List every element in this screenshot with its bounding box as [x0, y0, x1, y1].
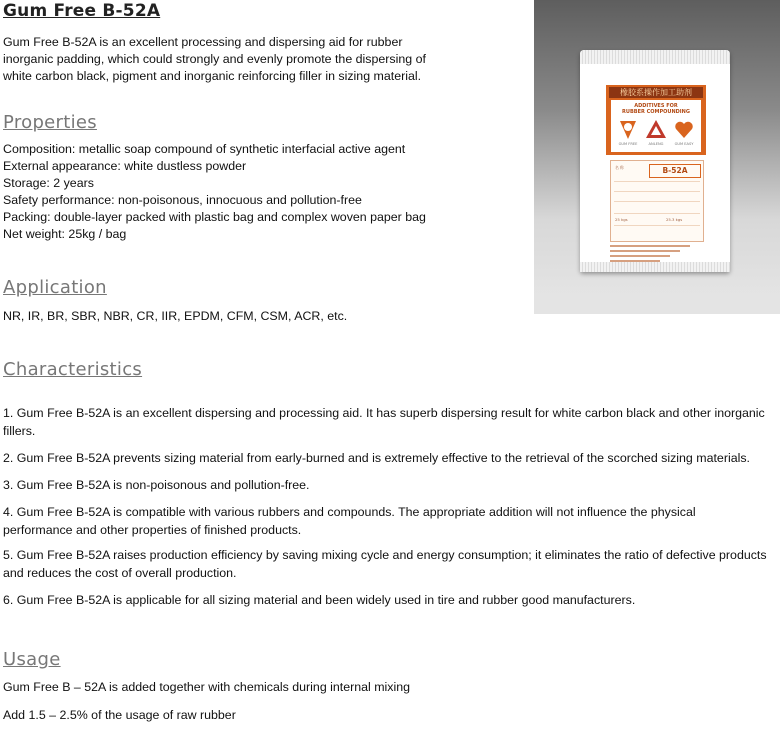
characteristic-item: 2. Gum Free B-52A prevents sizing material from early-burned and is extremely effective to the retrieval of the scorched sizing materials.	[3, 451, 750, 465]
property-item: Packing: double-layer packed with plastic bag and complex woven paper bag	[3, 210, 426, 224]
card-row	[614, 213, 700, 214]
properties-list	[3, 141, 426, 243]
emblem-caption: GUM EASY	[674, 142, 694, 146]
property-item: Storage: 2 years	[3, 176, 94, 190]
emblem-caption: ANLENG	[648, 142, 664, 146]
application-heading: Application	[3, 277, 107, 298]
page-title: Gum Free B-52A	[3, 1, 161, 21]
emblem-caption: GUM FREE	[618, 142, 638, 146]
application-text: NR, IR, BR, SBR, NBR, CR, IIR, EPDM, CFM, CSM, ACR, etc.	[3, 309, 348, 323]
characteristic-item: 6. Gum Free B-52A is applicable for all sizing material and been widely used in tire and rubber good manufacturers.	[3, 593, 636, 607]
bag-top-seal	[580, 50, 730, 64]
product-bag-image	[534, 0, 780, 314]
heart-emblem-icon	[673, 118, 695, 142]
card-row	[614, 225, 700, 226]
properties-heading: Properties	[3, 112, 97, 133]
card-row	[614, 201, 700, 202]
property-item: Safety performance: non-poisonous, innocuous and pollution-free	[3, 193, 362, 207]
bag-brand-label: B-52A	[649, 164, 701, 178]
intro-line: inorganic padding, which could strongly and evenly promote the dispersing of	[3, 52, 426, 66]
bag-label-en-2: RUBBER COMPOUNDING	[622, 109, 690, 115]
characteristic-item: 3. Gum Free B-52A is non-poisonous and pollution-free.	[3, 478, 310, 492]
card-row	[614, 191, 700, 192]
intro-line: white carbon black, pigment and inorganic reinforcing filler in sizing material.	[3, 69, 422, 83]
usage-text: Add 1.5 – 2.5% of the usage of raw rubber	[3, 708, 236, 722]
characteristic-item: 4. Gum Free B-52A is compatible with various rubbers and compounds. The appropriate addition will not influence the physical performance and other properties of finished products.	[3, 505, 696, 537]
card-small-text: 名 称	[615, 165, 624, 170]
rubber-emblem-icon	[617, 118, 639, 142]
property-item: Net weight: 25kg / bag	[3, 227, 127, 241]
characteristic-item: 5. Gum Free B-52A raises production efficiency by saving mixing cycle and energy consumption; it eliminates the ratio of defective products and reduces the cost of overall production.	[3, 548, 767, 580]
card-row	[614, 181, 700, 182]
bag-bottom-seal	[580, 262, 730, 272]
card-small-text: 25.3 kgs	[666, 217, 683, 222]
bag-badge-box	[611, 100, 701, 152]
bag-label-en-1: ADDITIVES FOR	[634, 103, 678, 109]
intro-line: Gum Free B-52A is an excellent processing and dispersing aid for rubber	[3, 35, 403, 49]
characteristics-heading: Characteristics	[3, 359, 143, 380]
bag-info-card	[610, 160, 704, 242]
bag-cn-title: 橡胶系操作加工助剂	[609, 87, 703, 98]
bag-illustration	[580, 50, 730, 272]
triangle-emblem-icon	[645, 118, 667, 142]
property-item: Composition: metallic soap compound of synthetic interfacial active agent	[3, 142, 406, 156]
card-small-text: 25 kgs	[615, 217, 628, 222]
usage-heading: Usage	[3, 649, 61, 670]
characteristic-item: 1. Gum Free B-52A is an excellent dispersing and processing aid. It has superb dispersing result for white carbon black and other inorganic fillers.	[3, 406, 765, 438]
usage-text: Gum Free B – 52A is added together with chemicals during internal mixing	[3, 680, 411, 694]
intro-paragraph	[3, 34, 523, 85]
property-item: External appearance: white dustless powder	[3, 159, 247, 173]
